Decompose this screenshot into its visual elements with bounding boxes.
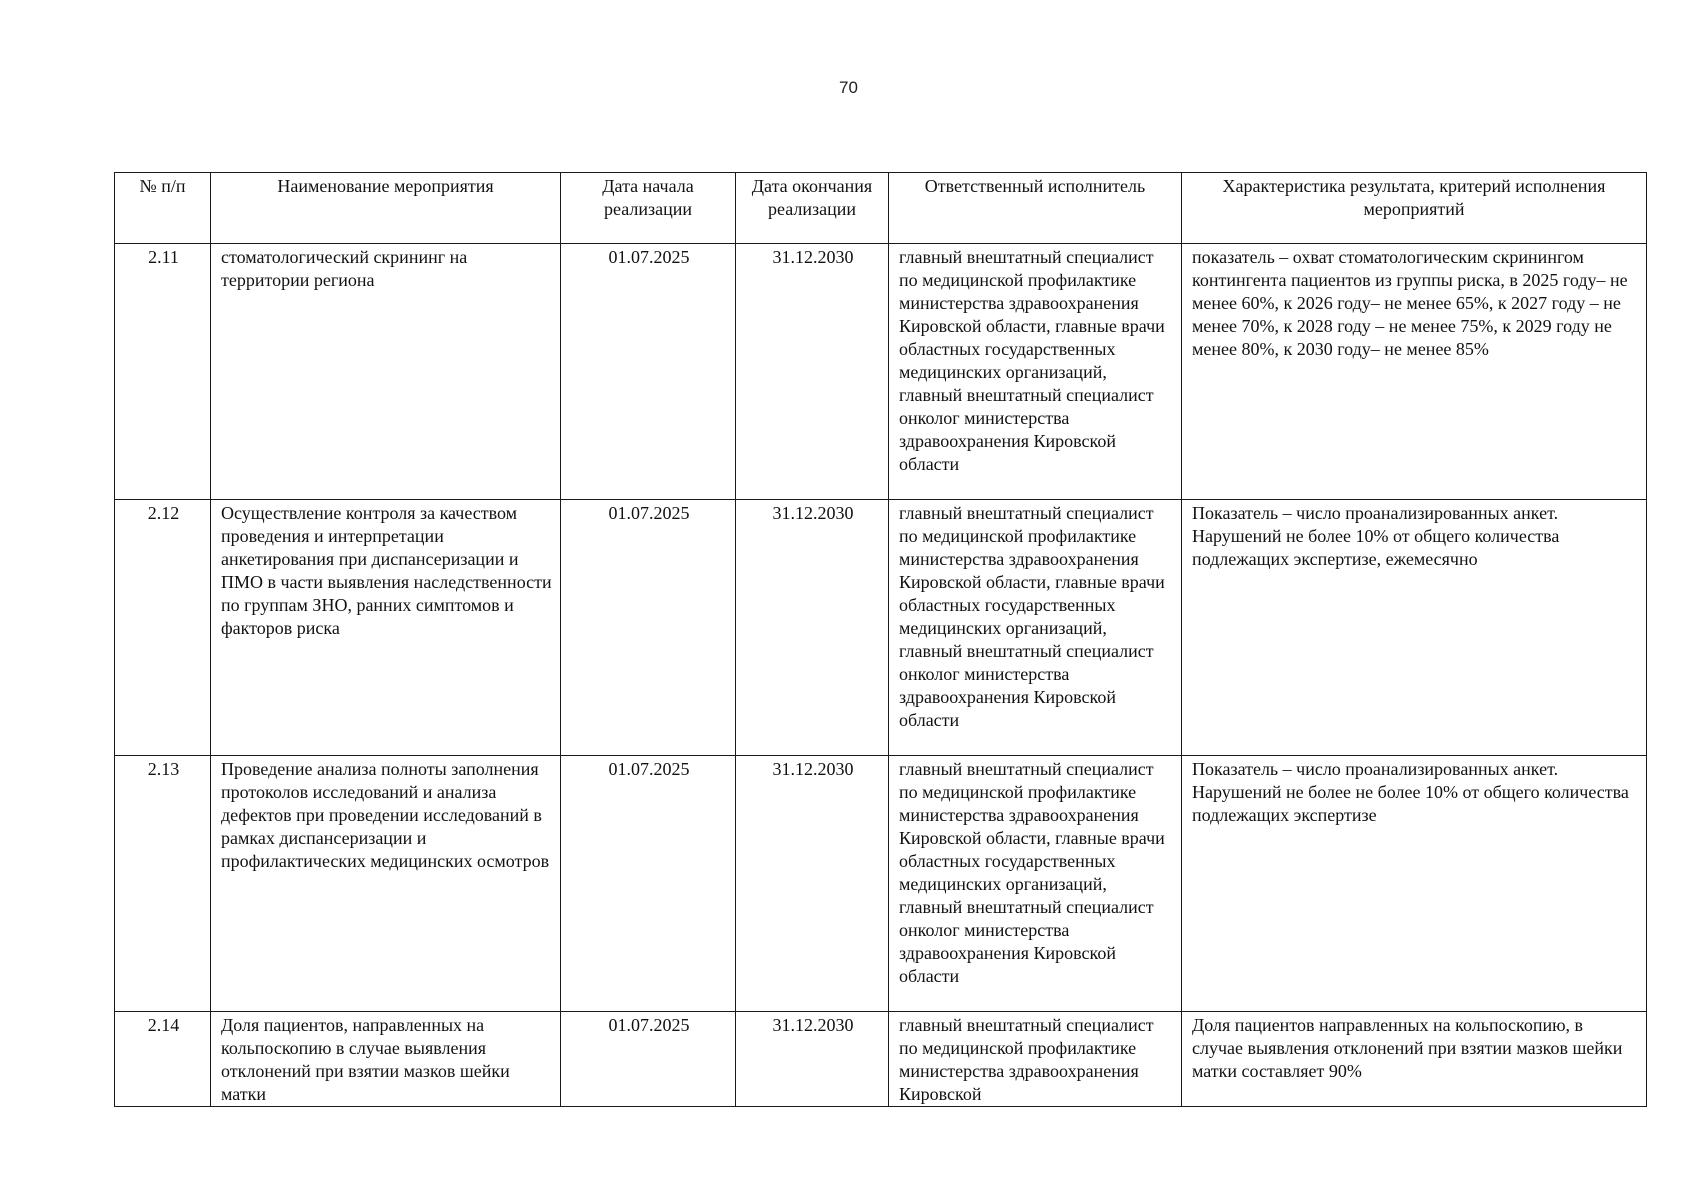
row-num: 2.11 xyxy=(115,244,211,500)
header-name: Наименование мероприятия xyxy=(211,173,561,244)
row-executor: главный внештатный специалист по медицинской профилактике министерства здравоохранения Кировской области, главные врачи областных государственных медицинских организаций, главный внештатный специалист онколог министерства здравоохранения Кировской области xyxy=(889,244,1182,500)
table-row xyxy=(115,244,1647,500)
table-row xyxy=(115,1012,1647,1107)
header-executor: Ответственный исполнитель xyxy=(889,173,1182,244)
row-result: Показатель – число проанализированных анкет. Нарушений не более не более 10% от общего количества подлежащих экспертизе xyxy=(1182,756,1647,1012)
page-number: 70 xyxy=(839,78,858,97)
row-name: Осуществление контроля за качеством проведения и интерпретации анкетирования при диспансеризации и ПМО в части выявления наследственности по группам ЗНО, ранних симптомов и факторов риска xyxy=(211,500,561,756)
row-result: показатель – охват стоматологическим скринингом контингента пациентов из группы риска, в 2025 году– не менее 60%, к 2026 году– не менее 65%, к 2027 году – не менее 70%, к 2028 году – не менее 75%, к 2029 году не менее 80%, к 2030 году– не менее 85% xyxy=(1182,244,1647,500)
header-end-date: Дата окончания реализации xyxy=(736,173,889,244)
row-name: Доля пациентов, направленных на кольпоскопию в случае выявления отклонений при взятии мазков шейки матки xyxy=(211,1012,561,1107)
row-num: 2.14 xyxy=(115,1012,211,1107)
header-num: № п/п xyxy=(115,173,211,244)
row-start-date: 01.07.2025 xyxy=(561,1012,736,1107)
row-end-date: 31.12.2030 xyxy=(736,1012,889,1107)
row-executor: главный внештатный специалист по медицинской профилактике министерства здравоохранения Кировской xyxy=(889,1012,1182,1107)
header-result: Характеристика результата, критерий исполнения мероприятий xyxy=(1182,173,1647,244)
row-executor: главный внештатный специалист по медицинской профилактике министерства здравоохранения Кировской области, главные врачи областных государственных медицинских организаций, главный внештатный специалист онколог министерства здравоохранения Кировской области xyxy=(889,500,1182,756)
row-end-date: 31.12.2030 xyxy=(736,500,889,756)
row-num: 2.13 xyxy=(115,756,211,1012)
table-header-row xyxy=(115,173,1647,244)
row-result: Доля пациентов направленных на кольпоскопию, в случае выявления отклонений при взятии мазков шейки матки составляет 90% xyxy=(1182,1012,1647,1107)
row-executor: главный внештатный специалист по медицинской профилактике министерства здравоохранения Кировской области, главные врачи областных государственных медицинских организаций, главный внештатный специалист онколог министерства здравоохранения Кировской области xyxy=(889,756,1182,1012)
row-num: 2.12 xyxy=(115,500,211,756)
activities-table xyxy=(114,172,1647,1107)
row-name: стоматологический скрининг на территории региона xyxy=(211,244,561,500)
header-start-date: Дата начала реализации xyxy=(561,173,736,244)
row-end-date: 31.12.2030 xyxy=(736,756,889,1012)
row-result: Показатель – число проанализированных анкет. Нарушений не более 10% от общего количества подлежащих экспертизе, ежемесячно xyxy=(1182,500,1647,756)
row-start-date: 01.07.2025 xyxy=(561,500,736,756)
row-end-date: 31.12.2030 xyxy=(736,244,889,500)
row-start-date: 01.07.2025 xyxy=(561,756,736,1012)
table-row xyxy=(115,500,1647,756)
row-name: Проведение анализа полноты заполнения протоколов исследований и анализа дефектов при проведении исследований в рамках диспансеризации и профилактических медицинских осмотров xyxy=(211,756,561,1012)
table-row xyxy=(115,756,1647,1012)
row-start-date: 01.07.2025 xyxy=(561,244,736,500)
